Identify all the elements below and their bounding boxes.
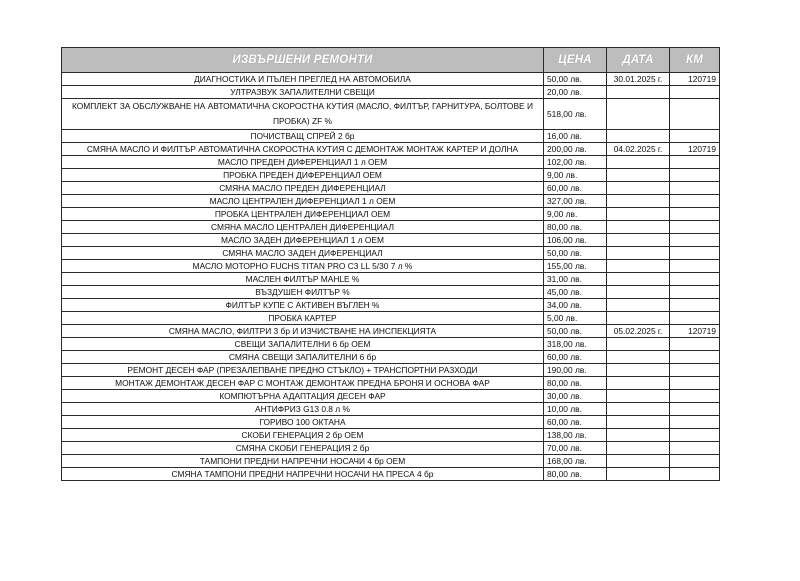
row-date: 30.01.2025 г.	[607, 73, 670, 86]
row-date: 04.02.2025 г.	[607, 143, 670, 156]
row-km	[670, 377, 720, 390]
row-price: 518,00 лв.	[544, 99, 607, 130]
row-price: 138,00 лв.	[544, 429, 607, 442]
row-price: 168,00 лв.	[544, 455, 607, 468]
row-date	[607, 364, 670, 377]
row-date	[607, 377, 670, 390]
row-date	[607, 299, 670, 312]
row-price: 155,00 лв.	[544, 260, 607, 273]
table-row	[62, 182, 720, 195]
table-row	[62, 390, 720, 403]
row-date	[607, 312, 670, 325]
row-price: 60,00 лв.	[544, 182, 607, 195]
row-km	[670, 390, 720, 403]
table-row	[62, 325, 720, 338]
table-row	[62, 403, 720, 416]
row-date	[607, 221, 670, 234]
table-row	[62, 99, 720, 130]
row-km	[670, 286, 720, 299]
row-price: 34,00 лв.	[544, 299, 607, 312]
row-km	[670, 429, 720, 442]
row-price: 9,00 лв.	[544, 208, 607, 221]
table-row	[62, 195, 720, 208]
row-date	[607, 390, 670, 403]
table-row	[62, 364, 720, 377]
row-price: 50,00 лв.	[544, 325, 607, 338]
row-price: 50,00 лв.	[544, 73, 607, 86]
row-description: ПРОБКА ПРЕДЕН ДИФЕРЕНЦИАЛ OEM	[62, 169, 544, 182]
row-km	[670, 156, 720, 169]
row-price: 102,00 лв.	[544, 156, 607, 169]
row-description: МАСЛО ЦЕНТРАЛЕН ДИФЕРЕНЦИАЛ 1 л OEM	[62, 195, 544, 208]
row-km	[670, 338, 720, 351]
row-date	[607, 442, 670, 455]
row-date	[607, 130, 670, 143]
row-description: ПРОБКА ЦЕНТРАЛЕН ДИФЕРЕНЦИАЛ OEM	[62, 208, 544, 221]
row-km	[670, 221, 720, 234]
row-date	[607, 429, 670, 442]
row-description: КОМПЮТЪРНА АДАПТАЦИЯ ДЕСЕН ФАР	[62, 390, 544, 403]
row-description: СМЯНА МАСЛО И ФИЛТЪР АВТОМАТИЧНА СКОРОСТНА КУТИЯ С ДЕМОНТАЖ МОНТАЖ КАРТЕР И ДОЛНА	[62, 143, 544, 156]
row-price: 20,00 лв.	[544, 86, 607, 99]
row-price: 60,00 лв.	[544, 416, 607, 429]
row-km	[670, 403, 720, 416]
repairs-table	[61, 47, 720, 481]
row-date	[607, 156, 670, 169]
row-km	[670, 234, 720, 247]
row-km: 120719	[670, 325, 720, 338]
table-row	[62, 377, 720, 390]
table-header-row	[62, 48, 720, 73]
row-km	[670, 442, 720, 455]
row-km	[670, 86, 720, 99]
table-row	[62, 234, 720, 247]
row-price: 31,00 лв.	[544, 273, 607, 286]
table-body	[62, 73, 720, 481]
row-price: 30,00 лв.	[544, 390, 607, 403]
table-row	[62, 143, 720, 156]
row-price: 318,00 лв.	[544, 338, 607, 351]
row-description: СМЯНА МАСЛО ЗАДЕН ДИФЕРЕНЦИАЛ	[62, 247, 544, 260]
row-date	[607, 338, 670, 351]
row-km	[670, 247, 720, 260]
row-price: 50,00 лв.	[544, 247, 607, 260]
row-date	[607, 416, 670, 429]
table-row	[62, 130, 720, 143]
row-description: МАСЛО МОТОРНО FUCHS TITAN PRO C3 LL 5/30 7 л %	[62, 260, 544, 273]
row-km	[670, 468, 720, 481]
row-date	[607, 455, 670, 468]
table-row	[62, 338, 720, 351]
table-row	[62, 247, 720, 260]
row-price: 190,00 лв.	[544, 364, 607, 377]
row-km	[670, 195, 720, 208]
row-description: СМЯНА ТАМПОНИ ПРЕДНИ НАПРЕЧНИ НОСАЧИ НА ПРЕСА 4 бр	[62, 468, 544, 481]
table-row	[62, 273, 720, 286]
table-row	[62, 299, 720, 312]
row-date	[607, 195, 670, 208]
table-row	[62, 416, 720, 429]
row-date	[607, 351, 670, 364]
row-description: УЛТРАЗВУК ЗАПАЛИТЕЛНИ СВЕЩИ	[62, 86, 544, 99]
table-row	[62, 312, 720, 325]
row-price: 106,00 лв.	[544, 234, 607, 247]
row-date: 05.02.2025 г.	[607, 325, 670, 338]
row-km: 120719	[670, 143, 720, 156]
header-date: ДАТА	[607, 48, 670, 73]
row-date	[607, 273, 670, 286]
row-km: 120719	[670, 73, 720, 86]
row-description: ПОЧИСТВАЩ СПРЕЙ 2 бр	[62, 130, 544, 143]
repairs-sheet	[61, 47, 720, 481]
table-row	[62, 221, 720, 234]
row-description: СМЯНА МАСЛО, ФИЛТРИ 3 бр И ИЗЧИСТВАНЕ НА ИНСПЕКЦИЯТА	[62, 325, 544, 338]
row-description: ПРОБКА КАРТЕР	[62, 312, 544, 325]
row-description: СМЯНА СКОБИ ГЕНЕРАЦИЯ 2 бр	[62, 442, 544, 455]
table-row	[62, 156, 720, 169]
row-price: 80,00 лв.	[544, 468, 607, 481]
table-row	[62, 73, 720, 86]
row-description: ГОРИВО 100 ОКТАНА	[62, 416, 544, 429]
row-date	[607, 86, 670, 99]
row-km	[670, 364, 720, 377]
table-row	[62, 169, 720, 182]
row-description: ТАМПОНИ ПРЕДНИ НАПРЕЧНИ НОСАЧИ 4 бр OEM	[62, 455, 544, 468]
row-date	[607, 208, 670, 221]
row-price: 200,00 лв.	[544, 143, 607, 156]
row-date	[607, 169, 670, 182]
row-km	[670, 130, 720, 143]
row-description: СВЕЩИ ЗАПАЛИТЕЛНИ 6 бр OEM	[62, 338, 544, 351]
row-km	[670, 182, 720, 195]
row-price: 9,00 лв.	[544, 169, 607, 182]
row-price: 327,00 лв.	[544, 195, 607, 208]
row-km	[670, 351, 720, 364]
row-description: РЕМОНТ ДЕСЕН ФАР (ПРЕЗАЛЕПВАНЕ ПРЕДНО СТЪКЛО) + ТРАНСПОРТНИ РАЗХОДИ	[62, 364, 544, 377]
row-date	[607, 468, 670, 481]
table-row	[62, 208, 720, 221]
row-date	[607, 260, 670, 273]
table-row	[62, 442, 720, 455]
row-km	[670, 312, 720, 325]
row-price: 60,00 лв.	[544, 351, 607, 364]
row-date	[607, 99, 670, 130]
row-date	[607, 403, 670, 416]
row-description: АНТИФРИЗ G13 0.8 л %	[62, 403, 544, 416]
row-km	[670, 299, 720, 312]
table-row	[62, 468, 720, 481]
row-description: ВЪЗДУШЕН ФИЛТЪР %	[62, 286, 544, 299]
row-description: СКОБИ ГЕНЕРАЦИЯ 2 бр OEM	[62, 429, 544, 442]
row-description: ФИЛТЪР КУПЕ С АКТИВЕН ВЪГЛЕН %	[62, 299, 544, 312]
table-row	[62, 351, 720, 364]
row-description: СМЯНА СВЕЩИ ЗАПАЛИТЕЛНИ 6 бр	[62, 351, 544, 364]
row-description: МАСЛЕН ФИЛТЪР MAHLE %	[62, 273, 544, 286]
row-description: СМЯНА МАСЛО ПРЕДЕН ДИФЕРЕНЦИАЛ	[62, 182, 544, 195]
table-row	[62, 455, 720, 468]
row-description: МАСЛО ПРЕДЕН ДИФЕРЕНЦИАЛ 1 л OEM	[62, 156, 544, 169]
row-description: ДИАГНОСТИКА И ПЪЛЕН ПРЕГЛЕД НА АВТОМОБИЛА	[62, 73, 544, 86]
row-price: 5,00 лв.	[544, 312, 607, 325]
row-description: СМЯНА МАСЛО ЦЕНТРАЛЕН ДИФЕРЕНЦИАЛ	[62, 221, 544, 234]
row-price: 45,00 лв.	[544, 286, 607, 299]
row-price: 16,00 лв.	[544, 130, 607, 143]
row-description: МАСЛО ЗАДЕН ДИФЕРЕНЦИАЛ 1 л OEM	[62, 234, 544, 247]
row-description: КОМПЛЕКТ ЗА ОБСЛУЖВАНЕ НА АВТОМАТИЧНА СКОРОСТНА КУТИЯ (МАСЛО, ФИЛТЪР, ГАРНИТУРА, БОЛТОВЕ И ПРОБКА) ZF %	[62, 99, 544, 130]
row-date	[607, 234, 670, 247]
row-km	[670, 208, 720, 221]
header-description: ИЗВЪРШЕНИ РЕМОНТИ	[62, 48, 544, 73]
row-km	[670, 260, 720, 273]
row-price: 70,00 лв.	[544, 442, 607, 455]
row-km	[670, 455, 720, 468]
row-description: МОНТАЖ ДЕМОНТАЖ ДЕСЕН ФАР С МОНТАЖ ДЕМОНТАЖ ПРЕДНА БРОНЯ И ОСНОВА ФАР	[62, 377, 544, 390]
header-price: ЦЕНА	[544, 48, 607, 73]
row-km	[670, 273, 720, 286]
row-price: 80,00 лв.	[544, 377, 607, 390]
row-date	[607, 182, 670, 195]
row-date	[607, 247, 670, 260]
table-row	[62, 286, 720, 299]
row-price: 10,00 лв.	[544, 403, 607, 416]
row-date	[607, 286, 670, 299]
row-price: 80,00 лв.	[544, 221, 607, 234]
table-row	[62, 429, 720, 442]
row-km	[670, 169, 720, 182]
row-km	[670, 416, 720, 429]
table-row	[62, 86, 720, 99]
header-km: КМ	[670, 48, 720, 73]
table-row	[62, 260, 720, 273]
row-km	[670, 99, 720, 130]
